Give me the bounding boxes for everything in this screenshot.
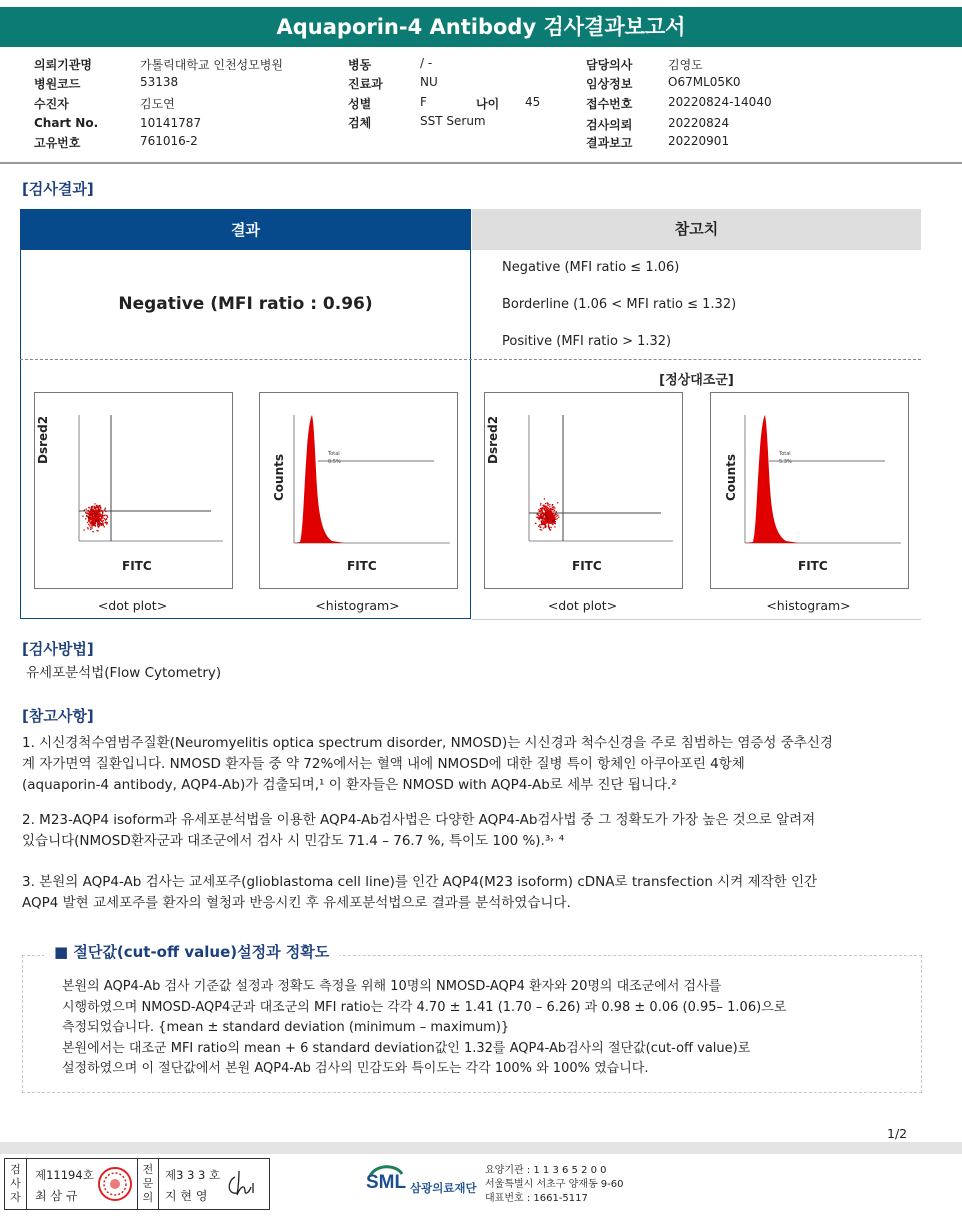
dot-plot-event bbox=[535, 523, 536, 524]
dot-plot-event bbox=[537, 514, 538, 515]
dot-plot-event bbox=[550, 529, 551, 530]
dot-plot-event bbox=[92, 531, 93, 532]
dot-plot-event bbox=[84, 529, 85, 530]
dot-plot-event bbox=[549, 506, 550, 507]
dot-plot-event bbox=[90, 514, 91, 515]
dot-plot-event bbox=[545, 526, 546, 527]
dot-plot-event bbox=[548, 508, 549, 509]
dot-plot-event bbox=[546, 518, 547, 519]
control-hist-caption: <histogram> bbox=[766, 598, 851, 613]
dot-plot-event bbox=[536, 517, 537, 518]
dot-plot-event bbox=[92, 520, 93, 521]
dot-plot-event bbox=[95, 518, 96, 519]
header-label: 병원코드 bbox=[34, 77, 81, 91]
dot-plot-event bbox=[106, 523, 107, 524]
note-line: 2. M23-AQP4 isoform과 유세포분석법을 이용한 AQP4-Ab검사법은 다양한 AQP4-Ab검사법 중 그 정확도가 가장 높은 것으로 알려져 bbox=[22, 812, 816, 828]
dot-plot-event bbox=[538, 509, 539, 510]
dot-plot-event bbox=[547, 503, 548, 504]
dot-plot-event bbox=[553, 513, 554, 514]
dot-plot-event bbox=[98, 512, 99, 513]
signature-box bbox=[4, 1158, 270, 1210]
dot-plot-event bbox=[103, 520, 104, 521]
svg-text:Total: Total bbox=[779, 451, 791, 457]
patient-dot-xlabel: FITC bbox=[122, 559, 152, 573]
dot-plot-event bbox=[97, 524, 98, 525]
dot-plot-event bbox=[82, 516, 83, 517]
dot-plot-event bbox=[555, 523, 556, 524]
dot-plot-event bbox=[557, 502, 558, 503]
dot-plot-event bbox=[102, 523, 103, 524]
dot-plot-event bbox=[105, 522, 106, 523]
control-dot-xlabel: FITC bbox=[572, 559, 602, 573]
dot-plot-event bbox=[544, 506, 545, 507]
sig2-role: 전문의 bbox=[137, 1159, 159, 1209]
dot-plot-event bbox=[541, 513, 542, 514]
dot-plot-event bbox=[88, 510, 89, 511]
header-value: 20220901 bbox=[668, 134, 730, 148]
control-dot-ylabel: Dsred2 bbox=[486, 415, 500, 464]
header-label: 임상정보 bbox=[586, 77, 633, 91]
control-hist-ylabel: Counts bbox=[724, 453, 738, 501]
dot-plot-event bbox=[105, 508, 106, 509]
patient-dot-ylabel: Dsred2 bbox=[36, 415, 50, 464]
sig2-name: 지 현 영 bbox=[165, 1189, 208, 1203]
dot-plot-event bbox=[106, 522, 107, 523]
dot-plot-event bbox=[92, 527, 93, 528]
dot-plot-event bbox=[92, 506, 93, 507]
dot-plot-event bbox=[84, 509, 85, 510]
dot-plot-event bbox=[96, 505, 97, 506]
footer-info-line: 요양기관 : 1 1 3 6 5 2 0 0 bbox=[485, 1165, 607, 1176]
header-value: 20220824 bbox=[668, 116, 730, 130]
header-value: 가톨릭대학교 인천성모병원 bbox=[140, 58, 283, 72]
results-section-title: [검사결과] bbox=[22, 180, 94, 198]
dot-plot-event bbox=[89, 521, 90, 522]
dot-plot-event bbox=[90, 512, 91, 513]
dot-plot-event bbox=[558, 517, 559, 518]
header-divider bbox=[0, 162, 962, 164]
note-line: 3. 본원의 AQP4-Ab 검사는 교세포주(glioblastoma cell line)를 인간 AQP4(M23 isoform) cDNA로 transfection 시켜 제작한 인간 bbox=[22, 874, 818, 890]
reference-negative: Negative (MFI ratio ≤ 1.06) bbox=[502, 260, 680, 275]
header-value: 김도연 bbox=[140, 97, 175, 111]
patient-histogram-peak bbox=[294, 415, 345, 543]
control-dot-caption: <dot plot> bbox=[547, 598, 618, 613]
result-value: Negative (MFI ratio : 0.96) bbox=[118, 294, 373, 314]
cutoff-line: 시행하였으며 NMOSD-AQP4군과 대조군의 MFI ratio는 각각 4.70 ± 1.41 (1.70 – 6.26) 과 0.98 ± 0.06 (0.95– 1.06)으로 bbox=[62, 999, 787, 1015]
dot-plot-event bbox=[107, 517, 108, 518]
dot-plot-event bbox=[551, 510, 552, 511]
dot-plot-event bbox=[550, 523, 551, 524]
svg-text:5.3%: 5.3% bbox=[779, 459, 792, 465]
svg-text:Total: Total bbox=[328, 451, 340, 457]
dot-plot-event bbox=[93, 513, 94, 514]
dot-plot-event bbox=[86, 509, 87, 510]
dot-plot-event bbox=[104, 509, 105, 510]
dot-plot-event bbox=[552, 524, 553, 525]
dot-plot-event bbox=[546, 516, 547, 517]
header-info bbox=[0, 50, 962, 162]
dot-plot-event bbox=[101, 514, 102, 515]
dot-plot-event bbox=[540, 504, 541, 505]
dot-plot-event bbox=[98, 509, 99, 510]
dot-plot-event bbox=[553, 520, 554, 521]
dot-plot-event bbox=[544, 508, 545, 509]
dot-plot-event bbox=[544, 518, 545, 519]
sml-logo bbox=[366, 1162, 406, 1198]
page-number: 1/2 bbox=[887, 1126, 908, 1141]
header-value: 김영도 bbox=[668, 58, 703, 72]
sig2-signature bbox=[223, 1167, 263, 1201]
dot-plot-event bbox=[100, 523, 101, 524]
dot-plot-event bbox=[538, 526, 539, 527]
header-value: 10141787 bbox=[140, 116, 202, 130]
sig1-name: 최 삼 규 bbox=[35, 1189, 78, 1203]
dot-plot-event bbox=[548, 522, 549, 523]
dot-plot-event bbox=[86, 515, 87, 516]
header-value: SST Serum bbox=[420, 114, 486, 128]
report-title: Aquaporin-4 Antibody 검사결과보고서 bbox=[0, 7, 962, 47]
dot-plot-event bbox=[553, 517, 554, 518]
dot-plot-event bbox=[550, 516, 551, 517]
result-header: 결과 bbox=[21, 210, 470, 250]
footer-info bbox=[485, 1164, 624, 1206]
dot-plot-event bbox=[553, 508, 554, 509]
dot-plot-event bbox=[551, 527, 552, 528]
notes-section-title: [참고사항] bbox=[22, 707, 94, 725]
header-label: Chart No. bbox=[34, 116, 99, 130]
dot-plot-event bbox=[552, 505, 553, 506]
dot-plot-event bbox=[539, 516, 540, 517]
dot-plot-event bbox=[543, 527, 544, 528]
dot-plot-event bbox=[97, 507, 98, 508]
header-value: / - bbox=[420, 56, 433, 70]
dot-plot-event bbox=[556, 516, 557, 517]
dot-plot-event bbox=[89, 507, 90, 508]
dot-plot-event bbox=[544, 527, 545, 528]
note-line: 계 자가면역 질환입니다. NMOSD 환자들 중 약 72%에서는 혈액 내에 NMOSD에 대한 질병 특이 항체인 아쿠아포린 4항체 bbox=[22, 756, 745, 772]
dot-plot-event bbox=[549, 517, 550, 518]
dot-plot-event bbox=[554, 526, 555, 527]
header-value: F bbox=[420, 95, 427, 109]
dot-plot-event bbox=[88, 524, 89, 525]
dot-plot-event bbox=[94, 503, 95, 504]
dot-plot-event bbox=[541, 516, 542, 517]
control-title: [정상대조군] bbox=[659, 373, 734, 388]
dot-plot-event bbox=[550, 512, 551, 513]
note-line: (aquaporin-4 antibody, AQP4-Ab)가 검출되며,¹ 이 환자들은 NMOSD with AQP4-Ab로 세부 진단 됩니다.² bbox=[22, 777, 677, 793]
dot-plot-event bbox=[548, 512, 549, 513]
dot-plot-event bbox=[97, 505, 98, 506]
dot-plot-event bbox=[93, 522, 94, 523]
reference-borderline: Borderline (1.06 < MFI ratio ≤ 1.32) bbox=[502, 297, 737, 312]
dot-plot-event bbox=[88, 528, 89, 529]
dot-plot-event bbox=[101, 517, 102, 518]
footer-info-line: 서울특별시 서초구 양재동 9-60 bbox=[485, 1179, 624, 1190]
dot-plot-event bbox=[543, 523, 544, 524]
dot-plot-event bbox=[90, 518, 91, 519]
dot-plot-event bbox=[97, 514, 98, 515]
note-line: AQP4 발현 교세포주를 환자의 혈청과 반응시킨 후 유세포분석법으로 결과를 분석하였습니다. bbox=[22, 895, 571, 911]
dot-plot-event bbox=[89, 525, 90, 526]
dot-plot-event bbox=[91, 506, 92, 507]
dot-plot-event bbox=[91, 508, 92, 509]
dot-plot-event bbox=[100, 508, 101, 509]
dot-plot-event bbox=[100, 507, 101, 508]
dot-plot-event bbox=[545, 503, 546, 504]
patient-dot-caption: <dot plot> bbox=[97, 598, 168, 613]
dot-plot-event bbox=[94, 512, 95, 513]
sig2-number: 제3 3 3 호 bbox=[165, 1168, 221, 1182]
dot-plot-event bbox=[102, 510, 103, 511]
dot-plot-event bbox=[98, 515, 99, 516]
header-label: 의뢰기관명 bbox=[34, 58, 92, 72]
sml-logo-text: SML bbox=[366, 1172, 407, 1193]
dot-plot-event bbox=[541, 529, 542, 530]
header-label: 성별 bbox=[348, 97, 372, 111]
dot-plot-event bbox=[96, 517, 97, 518]
dot-plot-event bbox=[97, 525, 98, 526]
dot-plot-event bbox=[544, 521, 545, 522]
dot-plot-event bbox=[540, 514, 541, 515]
dot-plot-event bbox=[547, 507, 548, 508]
cutoff-line: 설정하였으며 이 절단값에서 본원 AQP4-Ab 검사의 민감도와 특이도는 각각 100% 와 100% 였습니다. bbox=[62, 1061, 649, 1076]
dot-plot-event bbox=[551, 508, 552, 509]
dot-plot-event bbox=[551, 520, 552, 521]
dot-plot-event bbox=[98, 522, 99, 523]
dot-plot-event bbox=[85, 512, 86, 513]
dot-plot-event bbox=[104, 518, 105, 519]
dot-plot-event bbox=[546, 508, 547, 509]
dot-plot-event bbox=[96, 530, 97, 531]
header-label: 진료과 bbox=[348, 77, 383, 91]
dot-plot-event bbox=[538, 515, 539, 516]
dot-plot-event bbox=[540, 529, 541, 530]
dot-plot-event bbox=[99, 520, 100, 521]
dot-plot-event bbox=[539, 519, 540, 520]
dot-plot-event bbox=[95, 513, 96, 514]
footer-band bbox=[0, 1142, 962, 1154]
dot-plot-event bbox=[101, 525, 102, 526]
note-line: 있습니다(NMOSD환자군과 대조군에서 검사 시 민감도 71.4 – 76.7 %, 특이도 100 %).³˒ ⁴ bbox=[22, 833, 565, 849]
dot-plot-event bbox=[106, 515, 107, 516]
dot-plot-event bbox=[95, 525, 96, 526]
results-divider bbox=[20, 359, 921, 360]
method-section-title: [검사방법] bbox=[22, 640, 94, 658]
dot-plot-event bbox=[99, 518, 100, 519]
dot-plot-event bbox=[546, 507, 547, 508]
dot-plot-event bbox=[104, 526, 105, 527]
dot-plot-event bbox=[554, 510, 555, 511]
dot-plot-event bbox=[540, 503, 541, 504]
dot-plot-event bbox=[100, 516, 101, 517]
dot-plot-event bbox=[93, 518, 94, 519]
patient-hist-caption: <histogram> bbox=[315, 598, 400, 613]
method-text: 유세포분석법(Flow Cytometry) bbox=[26, 665, 222, 681]
sig1-role: 검사자 bbox=[5, 1159, 27, 1209]
header-label: 고유번호 bbox=[34, 136, 81, 150]
dot-plot-event bbox=[89, 517, 90, 518]
header-label: 수진자 bbox=[34, 97, 69, 111]
dot-plot-event bbox=[549, 528, 550, 529]
dot-plot-event bbox=[87, 522, 88, 523]
dot-plot-event bbox=[553, 521, 554, 522]
header-label: 병동 bbox=[348, 58, 372, 72]
header-label: 검사의뢰 bbox=[586, 118, 633, 132]
dot-plot-event bbox=[542, 516, 543, 517]
dot-plot-event bbox=[548, 526, 549, 527]
org-name: 삼광의료재단 bbox=[410, 1181, 477, 1195]
dot-plot-event bbox=[94, 510, 95, 511]
dot-plot-event bbox=[98, 526, 99, 527]
header-label: 접수번호 bbox=[586, 97, 633, 111]
dot-plot-event bbox=[88, 513, 89, 514]
cutoff-line: 본원의 AQP4-Ab 검사 기준값 설정과 정확도 측정을 위해 10명의 NMOSD-AQP4 환자와 20명의 대조군에서 검사를 bbox=[62, 979, 722, 994]
dot-plot-event bbox=[557, 518, 558, 519]
sig1-number: 제11194호 bbox=[35, 1168, 94, 1182]
dot-plot-event bbox=[550, 518, 551, 519]
dot-plot-event bbox=[90, 523, 91, 524]
dot-plot-event bbox=[94, 516, 95, 517]
dot-plot-event bbox=[90, 527, 91, 528]
dot-plot-event bbox=[544, 498, 545, 499]
dot-plot-event bbox=[103, 525, 104, 526]
dot-plot-event bbox=[544, 519, 545, 520]
dot-plot-event bbox=[546, 519, 547, 520]
dot-plot-event bbox=[540, 511, 541, 512]
dot-plot-event bbox=[94, 523, 95, 524]
dot-plot-event bbox=[95, 520, 96, 521]
dot-plot-event bbox=[550, 521, 551, 522]
age-label: 나이 bbox=[476, 97, 500, 111]
dot-plot-event bbox=[105, 519, 106, 520]
dot-plot-event bbox=[540, 526, 541, 527]
header-value: 761016-2 bbox=[140, 134, 198, 148]
dot-plot-event bbox=[97, 521, 98, 522]
dot-plot-event bbox=[549, 504, 550, 505]
dot-plot-event bbox=[556, 514, 557, 515]
dot-plot-event bbox=[102, 512, 103, 513]
reference-positive: Positive (MFI ratio > 1.32) bbox=[502, 334, 672, 349]
control-hist-xlabel: FITC bbox=[798, 559, 828, 573]
dot-plot-event bbox=[546, 511, 547, 512]
dot-plot-event bbox=[91, 509, 92, 510]
dot-plot-event bbox=[85, 518, 86, 519]
age-value: 45 bbox=[525, 95, 541, 109]
dot-plot-event bbox=[547, 505, 548, 506]
header-value: NU bbox=[420, 75, 438, 89]
dot-plot-event bbox=[99, 510, 100, 511]
patient-hist-xlabel: FITC bbox=[347, 559, 377, 573]
dot-plot-event bbox=[541, 520, 542, 521]
cutoff-title: ■ 절단값(cut-off value)설정과 정확도 bbox=[44, 941, 339, 962]
dot-plot-event bbox=[553, 514, 554, 515]
cutoff-line: 본원에서는 대조군 MFI ratio의 mean + 6 standard deviation값인 1.32를 AQP4-Ab검사의 절단값(cut-off value)로 bbox=[62, 1040, 751, 1056]
header-label: 검체 bbox=[348, 116, 372, 130]
dot-plot-event bbox=[555, 519, 556, 520]
dot-plot-event bbox=[93, 510, 94, 511]
dot-plot-event bbox=[548, 516, 549, 517]
dot-plot-event bbox=[87, 516, 88, 517]
dot-plot-event bbox=[546, 513, 547, 514]
dot-plot-event bbox=[541, 518, 542, 519]
header-value: 20220824-14040 bbox=[668, 95, 772, 109]
patient-hist-ylabel: Counts bbox=[272, 453, 286, 501]
cutoff-line: 측정되었습니다. {mean ± standard deviation (minimum – maximum)} bbox=[62, 1020, 510, 1035]
header-value: O67ML05K0 bbox=[668, 75, 741, 89]
dot-plot-event bbox=[539, 524, 540, 525]
dot-plot-event bbox=[554, 507, 555, 508]
dot-plot-event bbox=[553, 516, 554, 517]
reference-bottom-line bbox=[472, 619, 921, 620]
dot-plot-event bbox=[552, 507, 553, 508]
dot-plot-event bbox=[545, 513, 546, 514]
dot-plot-event bbox=[541, 510, 542, 511]
footer-info-line: 대표번호 : 1661-5117 bbox=[485, 1193, 588, 1204]
dot-plot-event bbox=[105, 511, 106, 512]
header-label: 담당의사 bbox=[586, 58, 633, 72]
dot-plot-event bbox=[89, 512, 90, 513]
svg-text:0.5%: 0.5% bbox=[328, 459, 341, 465]
dot-plot-event bbox=[556, 511, 557, 512]
control-histogram-peak bbox=[745, 415, 799, 543]
dot-plot-event bbox=[91, 525, 92, 526]
dot-plot-event bbox=[99, 505, 100, 506]
dot-plot-event bbox=[545, 516, 546, 517]
dot-plot-event bbox=[102, 517, 103, 518]
header-label: 결과보고 bbox=[586, 136, 633, 150]
dot-plot-event bbox=[104, 515, 105, 516]
dot-plot-event bbox=[543, 521, 544, 522]
reference-header: 참고치 bbox=[472, 209, 921, 250]
dot-plot-event bbox=[95, 523, 96, 524]
header-value: 53138 bbox=[140, 75, 179, 89]
dot-plot-event bbox=[99, 511, 100, 512]
dot-plot-event bbox=[101, 521, 102, 522]
dot-plot-event bbox=[551, 515, 552, 516]
sig1-seal bbox=[97, 1166, 133, 1202]
note-line: 1. 시신경척수염범주질환(Neuromyelitis optica spectrum disorder, NMOSD)는 시신경과 척수신경을 주로 침범하는 염증성 중추신경 bbox=[22, 735, 833, 751]
dot-plot-event bbox=[90, 529, 91, 530]
dot-plot-event bbox=[541, 524, 542, 525]
dot-plot-event bbox=[544, 523, 545, 524]
results-table bbox=[20, 209, 921, 620]
dot-plot-event bbox=[544, 514, 545, 515]
dot-plot-event bbox=[94, 507, 95, 508]
dot-plot-event bbox=[94, 522, 95, 523]
